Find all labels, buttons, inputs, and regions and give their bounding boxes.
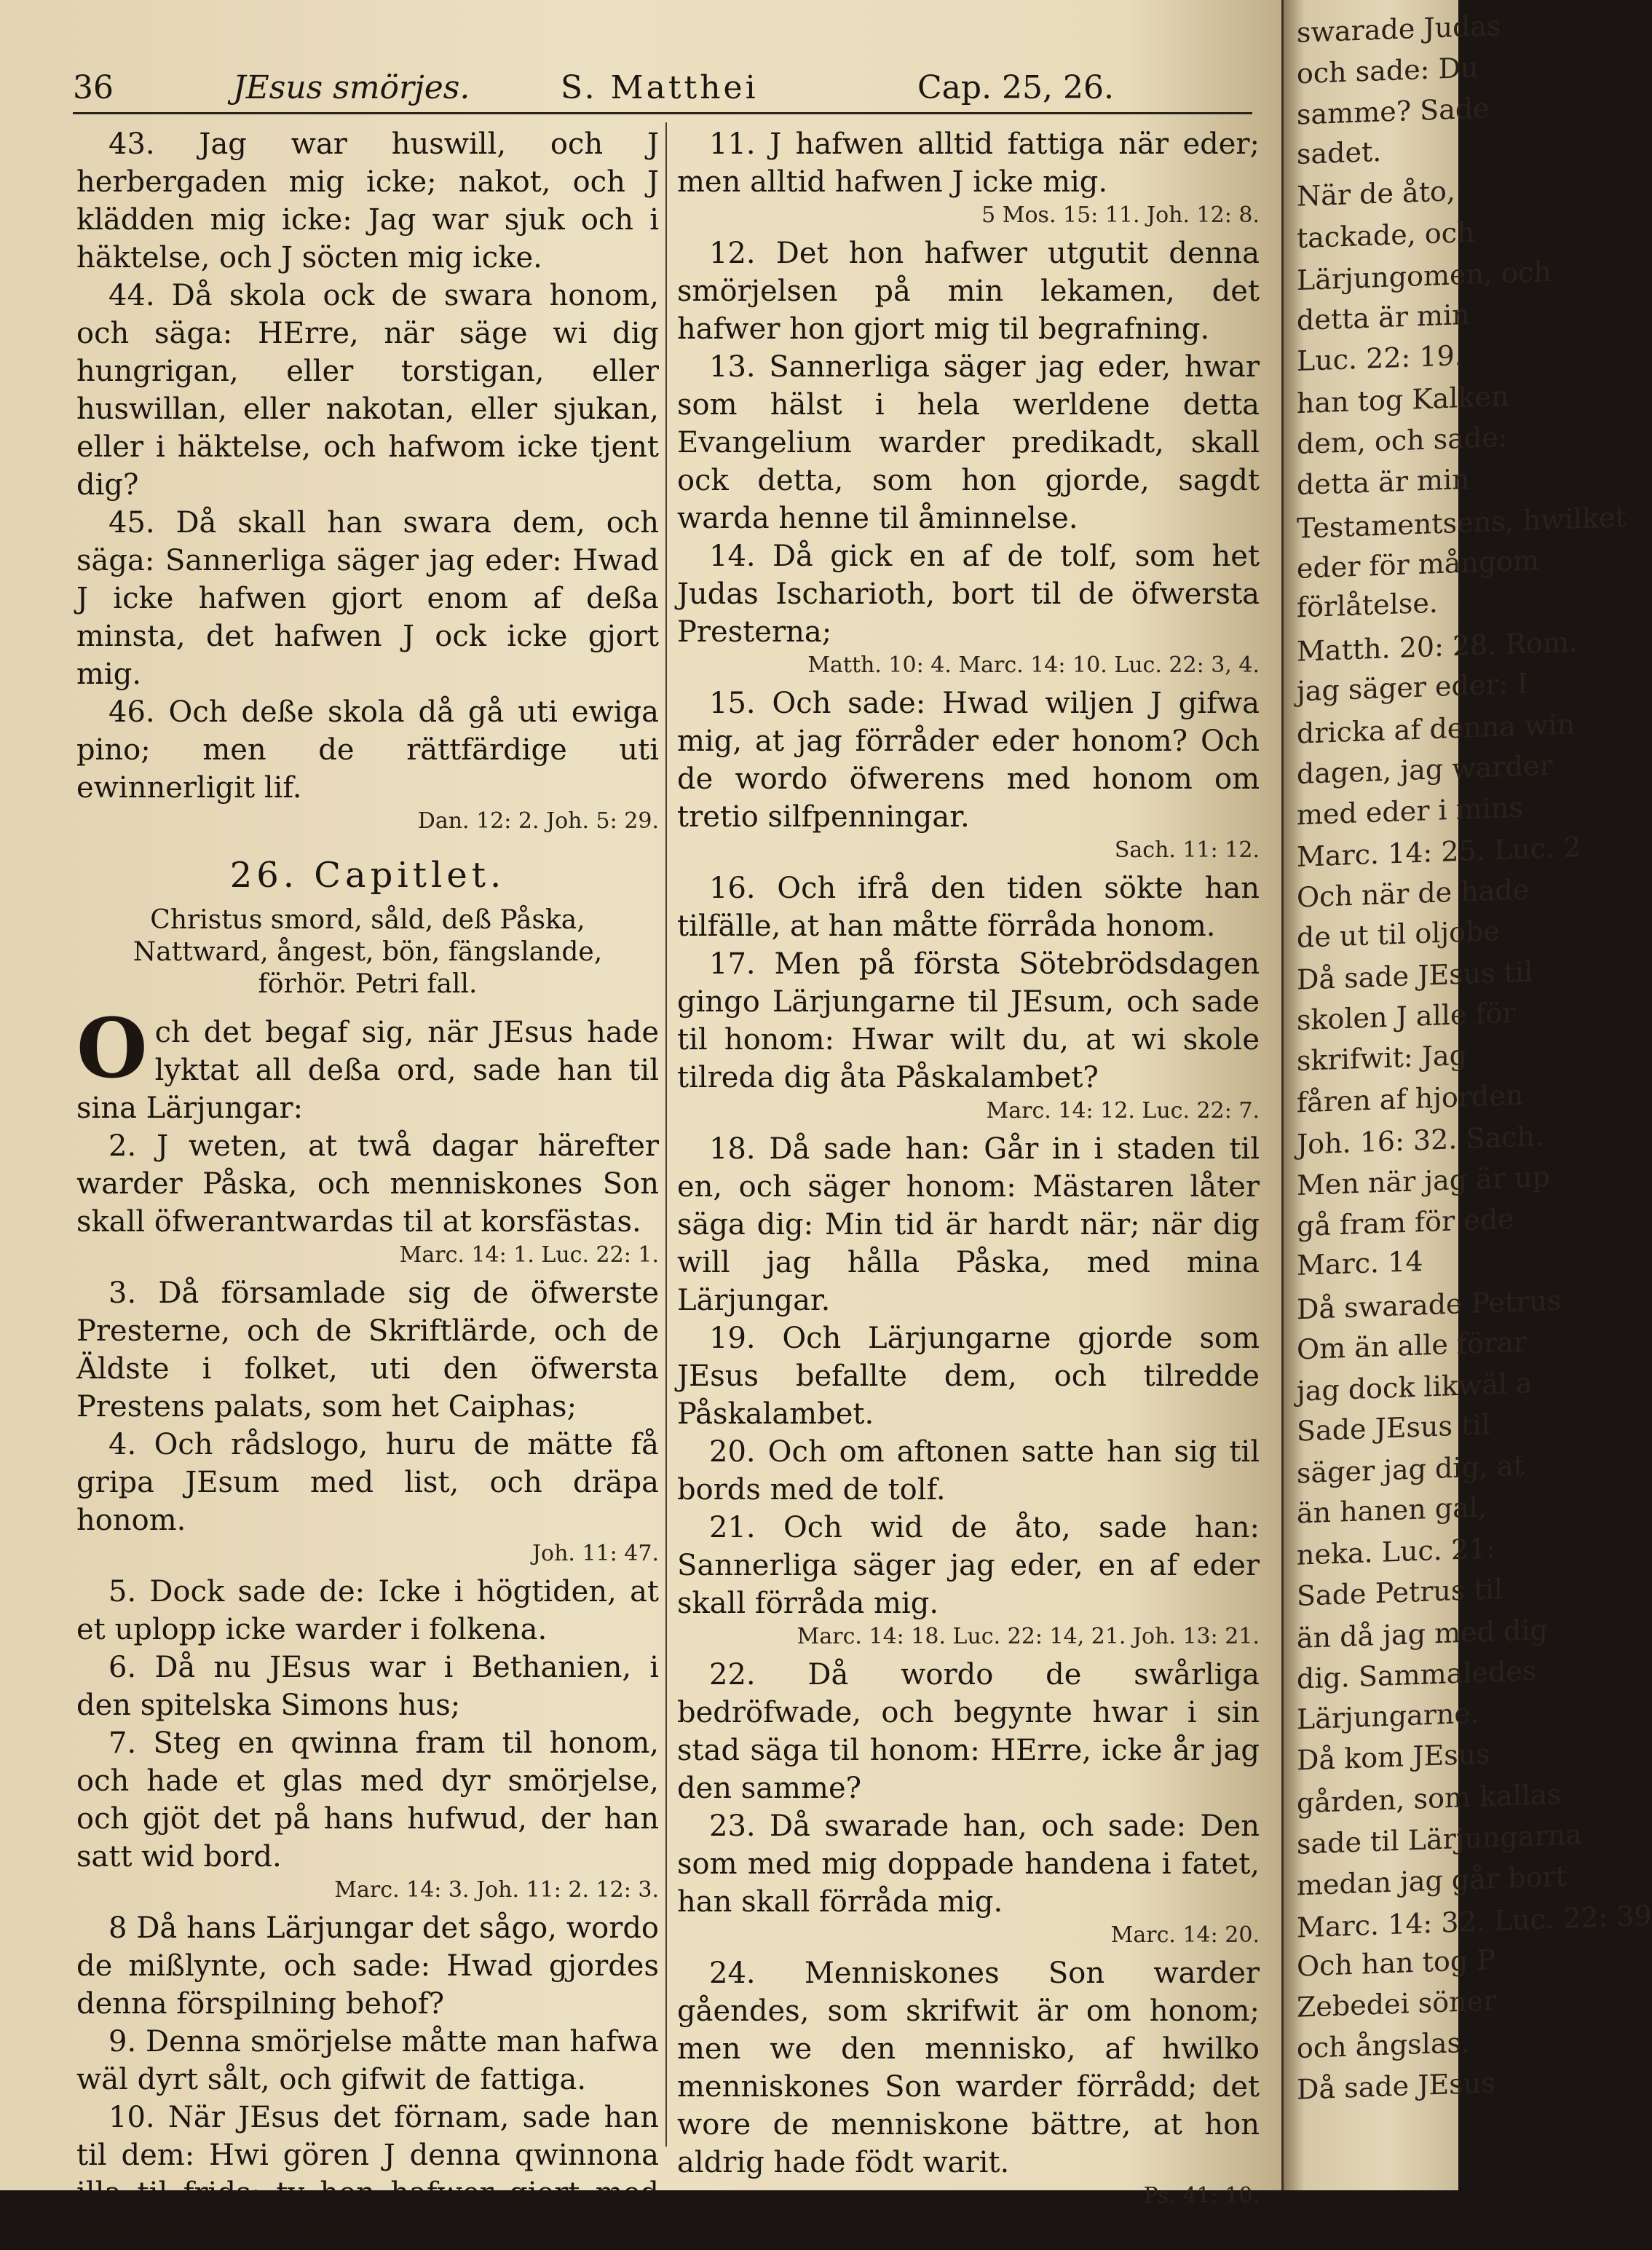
verse: 3. Då församlade sig de öfwerste Presterne, och de Skriftlärde, och de Äldste i folket, uti den öfwersta Prestens palats, som het Caiphas; (76, 1276, 659, 1424)
column-divider (665, 122, 667, 2147)
facing-line: swarade Judas (1297, 9, 1501, 49)
facing-line: Men när jag är up (1297, 1160, 1550, 1202)
facing-line: Och han tog P (1297, 1943, 1495, 1983)
facing-line: dem, och sade: (1297, 420, 1508, 461)
verse: 6. Då nu JEsus war i Bethanien, i den spitelska Simons hus; (76, 1651, 659, 1722)
facing-line: Då swarade Petrus (1297, 1284, 1562, 1325)
facing-line: Då sade JEsus til (1297, 955, 1533, 996)
verse: 24. Menniskones Son warder gåendes, som skrifwit är om honom; men we den mennisko, af hwilko menniskones Son warder förrådd; det wore de menniskone bättre, at hon aldrig hade födt warit. (677, 1957, 1260, 2179)
facing-line: dricka af denna win (1297, 707, 1576, 750)
facing-line: Då kom JEsus (1297, 1737, 1490, 1777)
first-verse-text: ch det begaf sig, när JEsus hade lyktat all deßa ord, sade han til sina Lärjungar: (76, 1016, 659, 1125)
facing-line: gå fram för ede (1297, 1202, 1514, 1242)
facing-line: detta är min (1297, 298, 1470, 336)
facing-line: Marc. 14: 32. Luc. 22: 39 (1297, 1899, 1652, 1944)
verse: 10. När JEsus det förnam, sade han til dem: Hwi gören J denna qwinnona illa til frids; ty hon hafwer gjort med mig en god gerning? (76, 2101, 659, 2248)
chapter-range: Cap. 25, 26. (917, 69, 1114, 106)
facing-line: detta är min (1297, 462, 1470, 501)
verse: 22. Då wordo de swårliga bedröfwade, och begynte hwar i sin stad säga til honom: HErre, icke år jag den samme? (677, 1658, 1260, 1805)
cross-reference: 5 Mos. 15: 11. Joh. 12: 8. (981, 202, 1260, 228)
facing-line: eder för mångom (1297, 543, 1540, 585)
drop-cap: O (76, 1001, 148, 1097)
facing-line: Luc. 22: 19. (1297, 339, 1463, 377)
header-rule (73, 112, 1252, 114)
facing-line: sadet. (1297, 135, 1382, 170)
facing-line: förlåtelse. (1297, 586, 1438, 624)
verse: 5. Dock sade de: Icke i högtiden, at et uplopp icke warder i folkena. (76, 1575, 659, 1646)
facing-line: Om än alle förar (1297, 1325, 1527, 1366)
verse: 20. Och om aftonen satte han sig til bords med de tolf. (677, 1435, 1260, 1507)
verse: 46. Och deße skola då gå uti ewiga pino; men de rättfärdige uti ewinnerligit lif. (76, 695, 659, 805)
verse: 15. Och sade: Hwad wiljen J gifwa mig, at jag förråder eder honom? Och de wordo öfwerens med honom om tretio silfpenningar. (677, 687, 1260, 834)
verse: 14. Då gick en af de tolf, som het Judas Ischarioth, bort til de öfwersta Presterna; (677, 540, 1260, 649)
cross-reference: Sach. 11: 12. (1114, 837, 1260, 863)
facing-line: Lärjungomen, och (1297, 255, 1552, 297)
facing-line: Matth. 20: 28. Rom. (1297, 625, 1578, 668)
cross-reference: Marc. 14: 1. Luc. 22: 1. (399, 1242, 659, 1268)
verse: 16. Och ifrå den tiden sökte han tilfälle, at han måtte förråda honom. (677, 872, 1260, 943)
cross-reference: Marc. 14: 20. (1110, 1922, 1260, 1948)
facing-line: fåren af hjorden (1297, 1078, 1524, 1119)
verse: 44. Då skola ock de swara honom, och säga: HErre, när säge wi dig hungrigan, eller torstigan, eller huswillan, eller nakotan, eller sjukan, eller i häktelse, och hafwom icke tjent dig? (76, 279, 659, 502)
facing-line: dagen, jag warder (1297, 749, 1553, 791)
verses-before-chapter (76, 125, 659, 836)
facing-line: de ut til oljobe (1297, 915, 1500, 954)
facing-line: Testamentsens, hwilket (1297, 501, 1627, 545)
verse: 19. Och Lärjungarne gjorde som JEsus befallte dem, och tilredde Påskalambet. (677, 1322, 1260, 1431)
cross-reference: Marc. 14: 18. Luc. 22: 14, 21. Joh. 13: 21. (797, 1624, 1260, 1649)
page-number: 36 (73, 69, 114, 106)
facing-line: tackade, och (1297, 216, 1475, 254)
verse: 11. J hafwen alltid fattiga när eder; men alltid hafwen J icke mig. (677, 127, 1260, 199)
running-title: JEsus smörjes. (233, 69, 470, 106)
verse: 17. Men på första Sötebrödsdagen gingo Lärjungarne til JEsum, och sade til honom: Hwar wilt du, at wi skole tilreda dig åta Påskalambet? (677, 947, 1260, 1094)
facing-line: Sade JEsus til (1297, 1408, 1490, 1448)
facing-line: skolen J alle för (1297, 996, 1516, 1037)
book-title: S. Matthei (561, 69, 759, 106)
verse: 12. Det hon hafwer utgutit denna smörjelsen på min lekamen, det hafwer hon gjort mig til begrafning. (677, 237, 1260, 346)
verse: 23. Då swarade han, och sade: Den som med mig doppade handena i fatet, han skall förråda mig. (677, 1809, 1260, 1919)
chapter-title: 26. Capitlet. (229, 855, 506, 896)
cross-reference: Marc. 14: 3. Joh. 11: 2. 12: 3. (334, 1877, 659, 1903)
verse: 43. Jag war huswill, och J herbergaden mig icke; nakot, och J klädden mig icke: Jag war sjuk och i häktelse, och J söcten mig icke. (76, 127, 659, 275)
facing-line: han tog Kalken (1297, 379, 1509, 419)
verse: 4. Och rådslogo, huru de mätte få gripa JEsum med list, och dräpa honom. (76, 1428, 659, 1537)
verse: 45. Då skall han swara dem, och säga: Sannerliga säger jag eder: Hwad J icke hafwen gjort enom af deßa minsta, det hafwen J ock icke gjort mig. (76, 506, 659, 691)
facing-line: skrifwit: Jag (1297, 1038, 1467, 1077)
facing-line: Lärjungarne. (1297, 1697, 1479, 1735)
cross-reference: Marc. 14: 12. Luc. 22: 7. (986, 1098, 1260, 1124)
verse: 2. J weten, at twå dagar härefter warder Påska, och menniskones Son skall öfwerantwardas til at korsfästas. (76, 1129, 659, 1239)
facing-line: Marc. 14 (1297, 1244, 1423, 1282)
facing-page (1281, 0, 1652, 2190)
facing-line: Marc. 14: 25. Luc. 2 (1297, 831, 1581, 873)
facing-line: säger jag dig, at (1297, 1449, 1525, 1489)
facing-line: När de åto, (1297, 175, 1455, 213)
facing-line: Sade Petrus til (1297, 1573, 1503, 1612)
right-verses (677, 125, 1260, 2211)
facing-line: gården, som kallas (1297, 1777, 1562, 1819)
facing-line: jag dock likwäl a (1297, 1366, 1533, 1408)
cross-reference: Dan. 12: 2. Joh. 5: 29. (417, 808, 659, 834)
facing-line: med eder i mins (1297, 791, 1523, 831)
verses-after-chapter (76, 1127, 659, 2250)
facing-line: neka. Luc. 21: (1297, 1531, 1496, 1571)
chapter-summary: Christus smord, såld, deß Påska, Nattward, ångest, bön, fängslande, förhör. Petri fall. (133, 905, 603, 999)
facing-line: samme? Sade (1297, 92, 1490, 131)
verse: 9. Denna smörjelse måtte man hafwa wäl dyrt sålt, och gifwit de fattiga. (76, 2025, 659, 2096)
facing-line: dig. Sammaledes (1297, 1654, 1537, 1695)
verse: 13. Sannerliga säger jag eder, hwar som hälst i hela werldene detta Evangelium warder predikadt, skall ock detta, som hon gjorde, sagdt warda henne til åminnelse. (677, 350, 1260, 535)
cross-reference: Matth. 10: 4. Marc. 14: 10. Luc. 22: 3, 4. (807, 652, 1260, 678)
left-column (76, 125, 659, 2250)
right-column (677, 125, 1260, 2215)
facing-line: medan jag går bort (1297, 1860, 1567, 1901)
first-verse (76, 1001, 659, 1127)
verse: 8 Då hans Lärjungar det sågo, wordo de mißlynte, och sade: Hwad gjordes denna förspilning behof? (76, 1911, 659, 2021)
verse: 21. Och wid de åto, sade han: Sannerliga säger jag eder, en af eder skall förråda mig. (677, 1511, 1260, 1620)
facing-line: än då jag med dig (1297, 1613, 1548, 1654)
facing-line: jag säger eder: I (1297, 667, 1528, 708)
facing-line: Joh. 16: 32. Sach. (1297, 1119, 1544, 1161)
facing-line: och sade: Du (1297, 51, 1479, 90)
facing-line: Och när de hade (1297, 872, 1530, 914)
facing-line: sade til Lärjungarna (1297, 1818, 1582, 1860)
verse: 7. Steg en qwinna fram til honom, och hade et glas med dyr smörjelse, och gjöt det på hans hufwud, der han satt wid bord. (76, 1726, 659, 1874)
facing-line: Då sade JEsus (1297, 2067, 1495, 2106)
facing-line: än hanen gal, (1297, 1491, 1487, 1530)
page-header (73, 63, 1252, 114)
facing-line: och ångslas. (1297, 2026, 1471, 2064)
facing-page-lines (1297, 0, 1652, 2190)
cross-reference: Joh. 11: 47. (531, 1541, 659, 1566)
cross-reference: Ps. 41: 10. (1143, 2183, 1260, 2208)
facing-line: Zebedei söner (1297, 1984, 1497, 2024)
verse: 18. Då sade han: Går in i staden til en, och säger honom: Mästaren låter säga dig: Min tid är hardt när; när dig will jag hålla Påska, med mina Lärjungar. (677, 1132, 1260, 1317)
